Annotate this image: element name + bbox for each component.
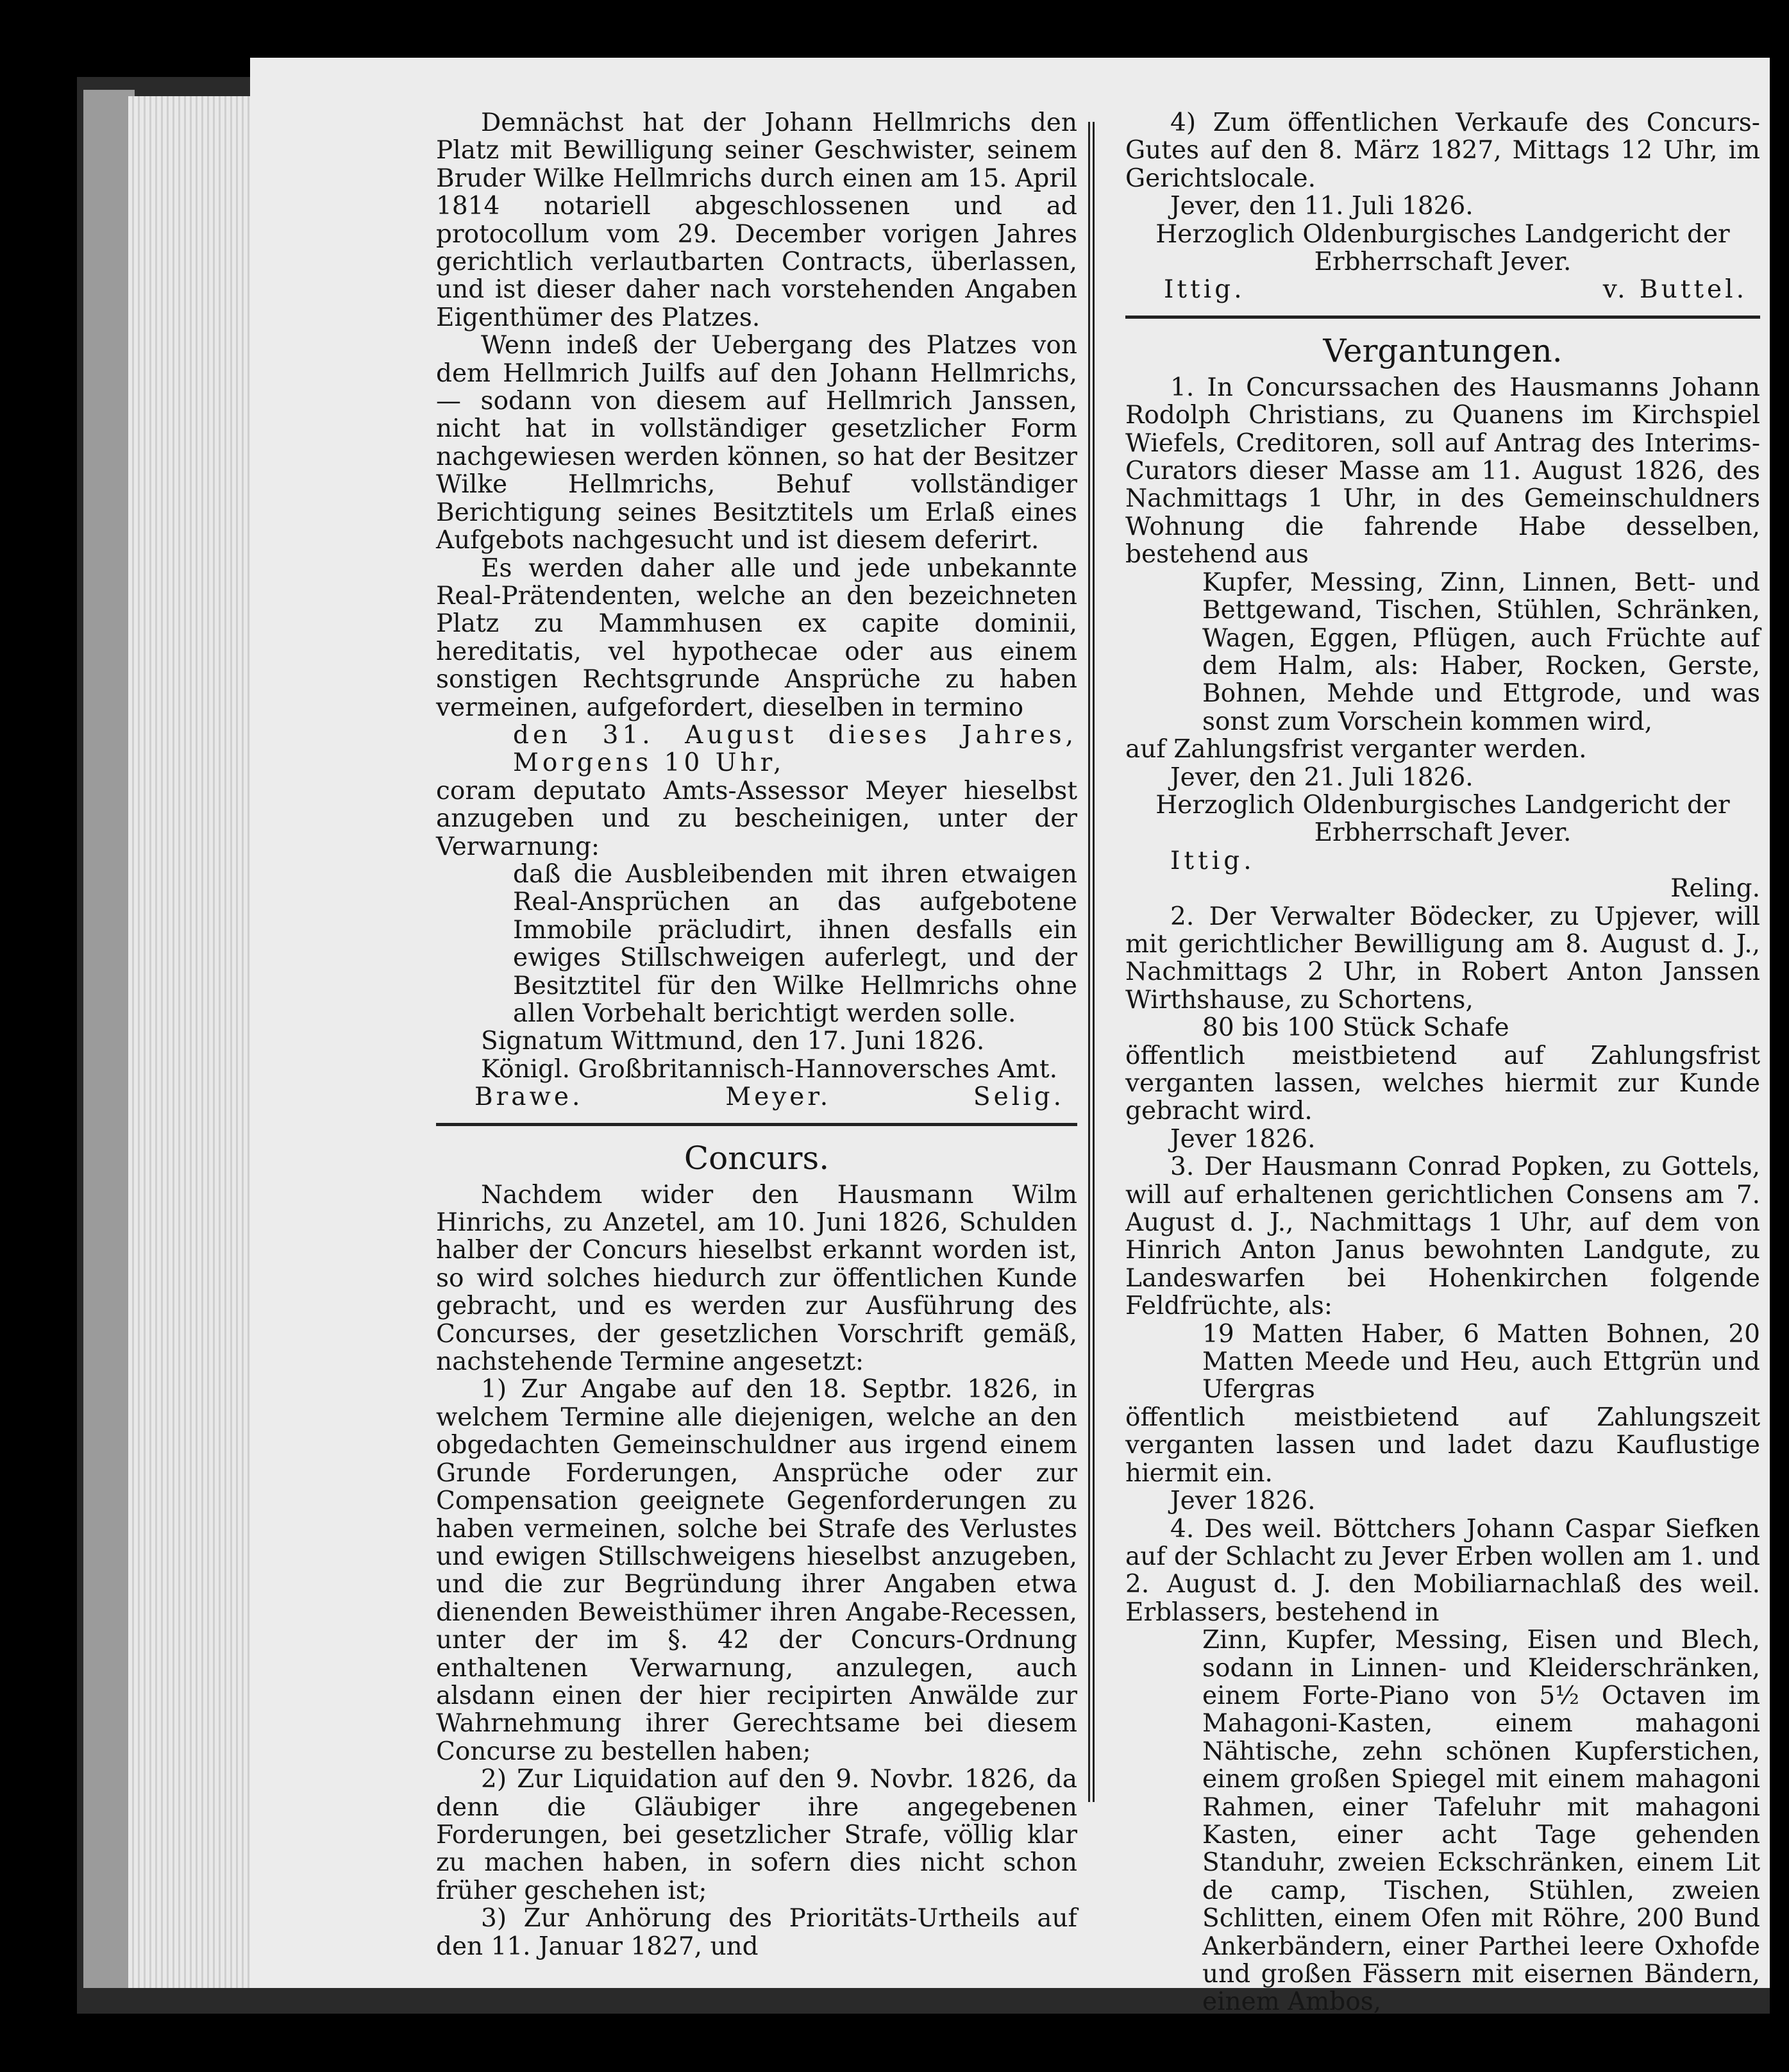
- signature: Selig.: [973, 1082, 1064, 1112]
- paragraph: 1. In Concurssachen des Hausmanns Johann Rodolph Christians, zu Quanens im Kirchspiel Wiefels, Creditoren, soll auf Antrag des Interims-Curators dieser Masse am 11. August 1826, des Nachmittags 1 Uhr, in des Gemeinschuldners Wohnung die fahrende Habe desselben, bestehend aus: [1125, 373, 1760, 569]
- signature: Meyer.: [725, 1082, 832, 1112]
- dateline: Jever 1826.: [1170, 1487, 1316, 1516]
- paragraph: 2) Zur Liquidation auf den 9. Novbr. 1826, da denn die Gläubiger ihre angegebenen Forderungen, bei gesetzlicher Strafe, völlig klar zu machen haben, in sofern dies nicht schon früher geschehen ist;: [436, 1765, 1077, 1905]
- column-divider: [1088, 122, 1095, 1802]
- paragraph: den 31. August dieses Jahres, Morgens 10 Uhr,: [513, 720, 1077, 778]
- page-edges: [128, 96, 263, 1988]
- document-page: [250, 58, 1770, 2017]
- paragraph: 1) Zur Angabe auf den 18. Septbr. 1826, in welchem Termine alle diejenigen, welche an den obgedachten Gemeinschuldner aus irgend einem Grunde Forderungen, Ansprüche oder zur Compensation geeignete Gegenforderungen zu haben vermeinen, solche bei Strafe des Verlustes und ewigen Stillschweigens hieselbst anzugeben, und die zur Begründung ihrer Angaben etwa dienenden Beweisthümer ihren Angabe-Recessen, unter der im §. 42 der Concurs-Ordnung enthaltenen Verwarnung, anzulegen, auch alsdann einen der hier recipirten Anwälde zur Wahrnehmung ihrer Gerechtsame bei diesem Concurse zu bestellen haben;: [436, 1375, 1077, 1766]
- paragraph: Kupfer, Messing, Zinn, Linnen, Bett- und Bettgewand, Tischen, Stühlen, Schränken, Wagen, Eggen, Pflügen, auch Früchte auf dem Halm, als: Haber, Rocken, Gerste, Bohnen, Mehde und Ettgrode, und was sonst zum Vorschein kommen wird,: [1202, 568, 1760, 736]
- paragraph: öffentlich meistbietend auf Zahlungszeit verganten lassen und ladet dazu Kauflustige hiermit ein.: [1125, 1402, 1760, 1488]
- dateline: Jever, den 11. Juli 1826.: [1170, 192, 1474, 221]
- paragraph: auf Zahlungsfrist verganter werden.: [1125, 735, 1587, 764]
- section-rule: [436, 1123, 1077, 1126]
- left-column: [436, 109, 1077, 1960]
- paragraph: öffentlich meistbietend auf Zahlungsfrist verganten lassen, welches hiermit zur Kunde gebracht wird.: [1125, 1041, 1760, 1126]
- signatum-line: Signatum Wittmund, den 17. Juni 1826.: [481, 1027, 985, 1056]
- paragraph: 80 bis 100 Stück Schafe: [1202, 1013, 1509, 1043]
- section-rule: [1125, 316, 1760, 319]
- paragraph: Nachdem wider den Hausmann Wilm Hinrichs, zu Anzetel, am 10. Juni 1826, Schulden halber der Concurs hieselbst erkannt worden ist, so wird solches hiedurch zur öffentlichen Kunde gebracht, und es werden zur Ausführung des Concurses, der gesetzlichen Vorschrift gemäß, nachstehende Termine angesetzt:: [436, 1180, 1077, 1377]
- signature: Ittig.: [1170, 846, 1256, 875]
- paragraph: 3) Zur Anhörung des Prioritäts-Urtheils auf den 11. Januar 1827, und: [436, 1904, 1077, 1961]
- paragraph: Wenn indeß der Uebergang des Platzes von dem Hellmrich Juilfs auf den Johann Hellmrichs, — sodann von diesem auf Hellmrich Janssen, nicht hat in vollständiger gesetzlicher Form nachgewiesen werden können, so hat der Besitzer Wilke Hellmrichs, Behuf vollständiger Berichtigung seines Besitztitels um Erlaß eines Aufgebots nachgesucht und ist diesem deferirt.: [436, 331, 1077, 555]
- paragraph: 4) Zum öffentlichen Verkaufe des Concurs-Gutes auf den 8. März 1827, Mittags 12 Uhr, im Gerichtslocale.: [1125, 108, 1760, 193]
- dateline: Jever 1826.: [1170, 1124, 1316, 1154]
- authority-line: Königl. Großbritannisch-Hannoversches Amt.: [481, 1054, 1057, 1084]
- paragraph: Demnächst hat der Johann Hellmrichs den Platz mit Bewilligung seiner Geschwister, seinem Bruder Wilke Hellmrichs durch einen am 15. April 1814 notariell abgeschlossenen und ad protocollum vom 29. December vorigen Jahres gerichtlich verlautbarten Contracts, überlassen, und ist dieser daher nach vorstehenden Angaben Eigenthümer des Platzes.: [436, 108, 1077, 332]
- section-heading: Concurs.: [684, 1139, 830, 1177]
- paragraph: 2. Der Verwalter Bödecker, zu Upjever, will mit gerichtlicher Bewilligung am 8. August d. J., Nachmittags 2 Uhr, in Robert Anton Janssen Wirthshause, zu Schortens,: [1125, 902, 1760, 1015]
- paragraph: daß die Ausbleibenden mit ihren etwaigen Real-Ansprüchen an das aufgebotene Immobile präcludirt, ihnen desfalls ein ewiges Stillschweigen auferlegt, und der Besitztitel für den Wilke Hellmrichs ohne allen Vorbehalt berichtigt werden solle.: [513, 859, 1077, 1028]
- section-heading: Vergantungen.: [1323, 332, 1563, 369]
- paragraph: 4. Des weil. Böttchers Johann Caspar Siefken auf der Schlacht zu Jever Erben wollen am 1. und 2. August d. J. den Mobiliarnachlaß des weil. Erblassers, bestehend in: [1125, 1514, 1760, 1627]
- signature: Brawe.: [475, 1082, 584, 1112]
- paragraph: Es werden daher alle und jede unbekannte Real-Prätendenten, welche an den bezeichneten Platz zu Mammhusen ex capite dominii, hereditatis, vel hypothecae oder aus einem sonstigen Rechtsgrunde Ansprüche zu haben vermeinen, aufgefordert, dieselben in termino: [436, 553, 1077, 722]
- paragraph: 3. Der Hausmann Conrad Popken, zu Gottels, will auf erhaltenen gerichtlichen Consens am 7. August d. J., Nachmittags 1 Uhr, auf dem von Hinrich Anton Janus bewohnten Landgute, zu Landeswarfen bei Hohenkirchen folgende Feldfrüchte, als:: [1125, 1152, 1760, 1321]
- right-column: [1125, 109, 1760, 2016]
- book-cover-edge: [83, 90, 135, 1988]
- signatures: [436, 1083, 1077, 1111]
- dateline: Jever, den 21. Juli 1826.: [1170, 762, 1474, 792]
- signature: Reling.: [1670, 874, 1760, 904]
- paragraph: coram deputato Amts-Assessor Meyer hieselbst anzugeben und zu bescheinigen, unter der Verwarnung:: [436, 776, 1077, 861]
- signature: Ittig.: [1164, 275, 1245, 305]
- signatures: [1125, 276, 1760, 303]
- authority-line: Herzoglich Oldenburgisches Landgericht der Erbherrschaft Jever.: [1155, 790, 1730, 848]
- authority-line: Herzoglich Oldenburgisches Landgericht der Erbherrschaft Jever.: [1155, 219, 1730, 277]
- paragraph: Zinn, Kupfer, Messing, Eisen und Blech, sodann in Linnen- und Kleiderschränken, einem Forte-Piano von 5½ Octaven im Mahagoni-Kasten, einem mahagoni Nähtische, zehn schönen Kupferstichen, einem großen Spiegel mit einem mahagoni Rahmen, einer Tafeluhr mit mahagoni Kasten, einer acht Tage gehenden Standuhr, zweien Eckschränken, einem Lit de camp, Tischen, Stühlen, zweien Schlitten, einem Ofen mit Röhre, 200 Bund Ankerbändern, einer Parthei leere Oxhofde und großen Fässern mit eisernen Bändern, einem Ambos,: [1202, 1626, 1760, 2017]
- paragraph: 19 Matten Haber, 6 Matten Bohnen, 20 Matten Meede und Heu, auch Ettgrün und Ufergras: [1202, 1319, 1760, 1404]
- signature: v. Buttel.: [1602, 275, 1747, 305]
